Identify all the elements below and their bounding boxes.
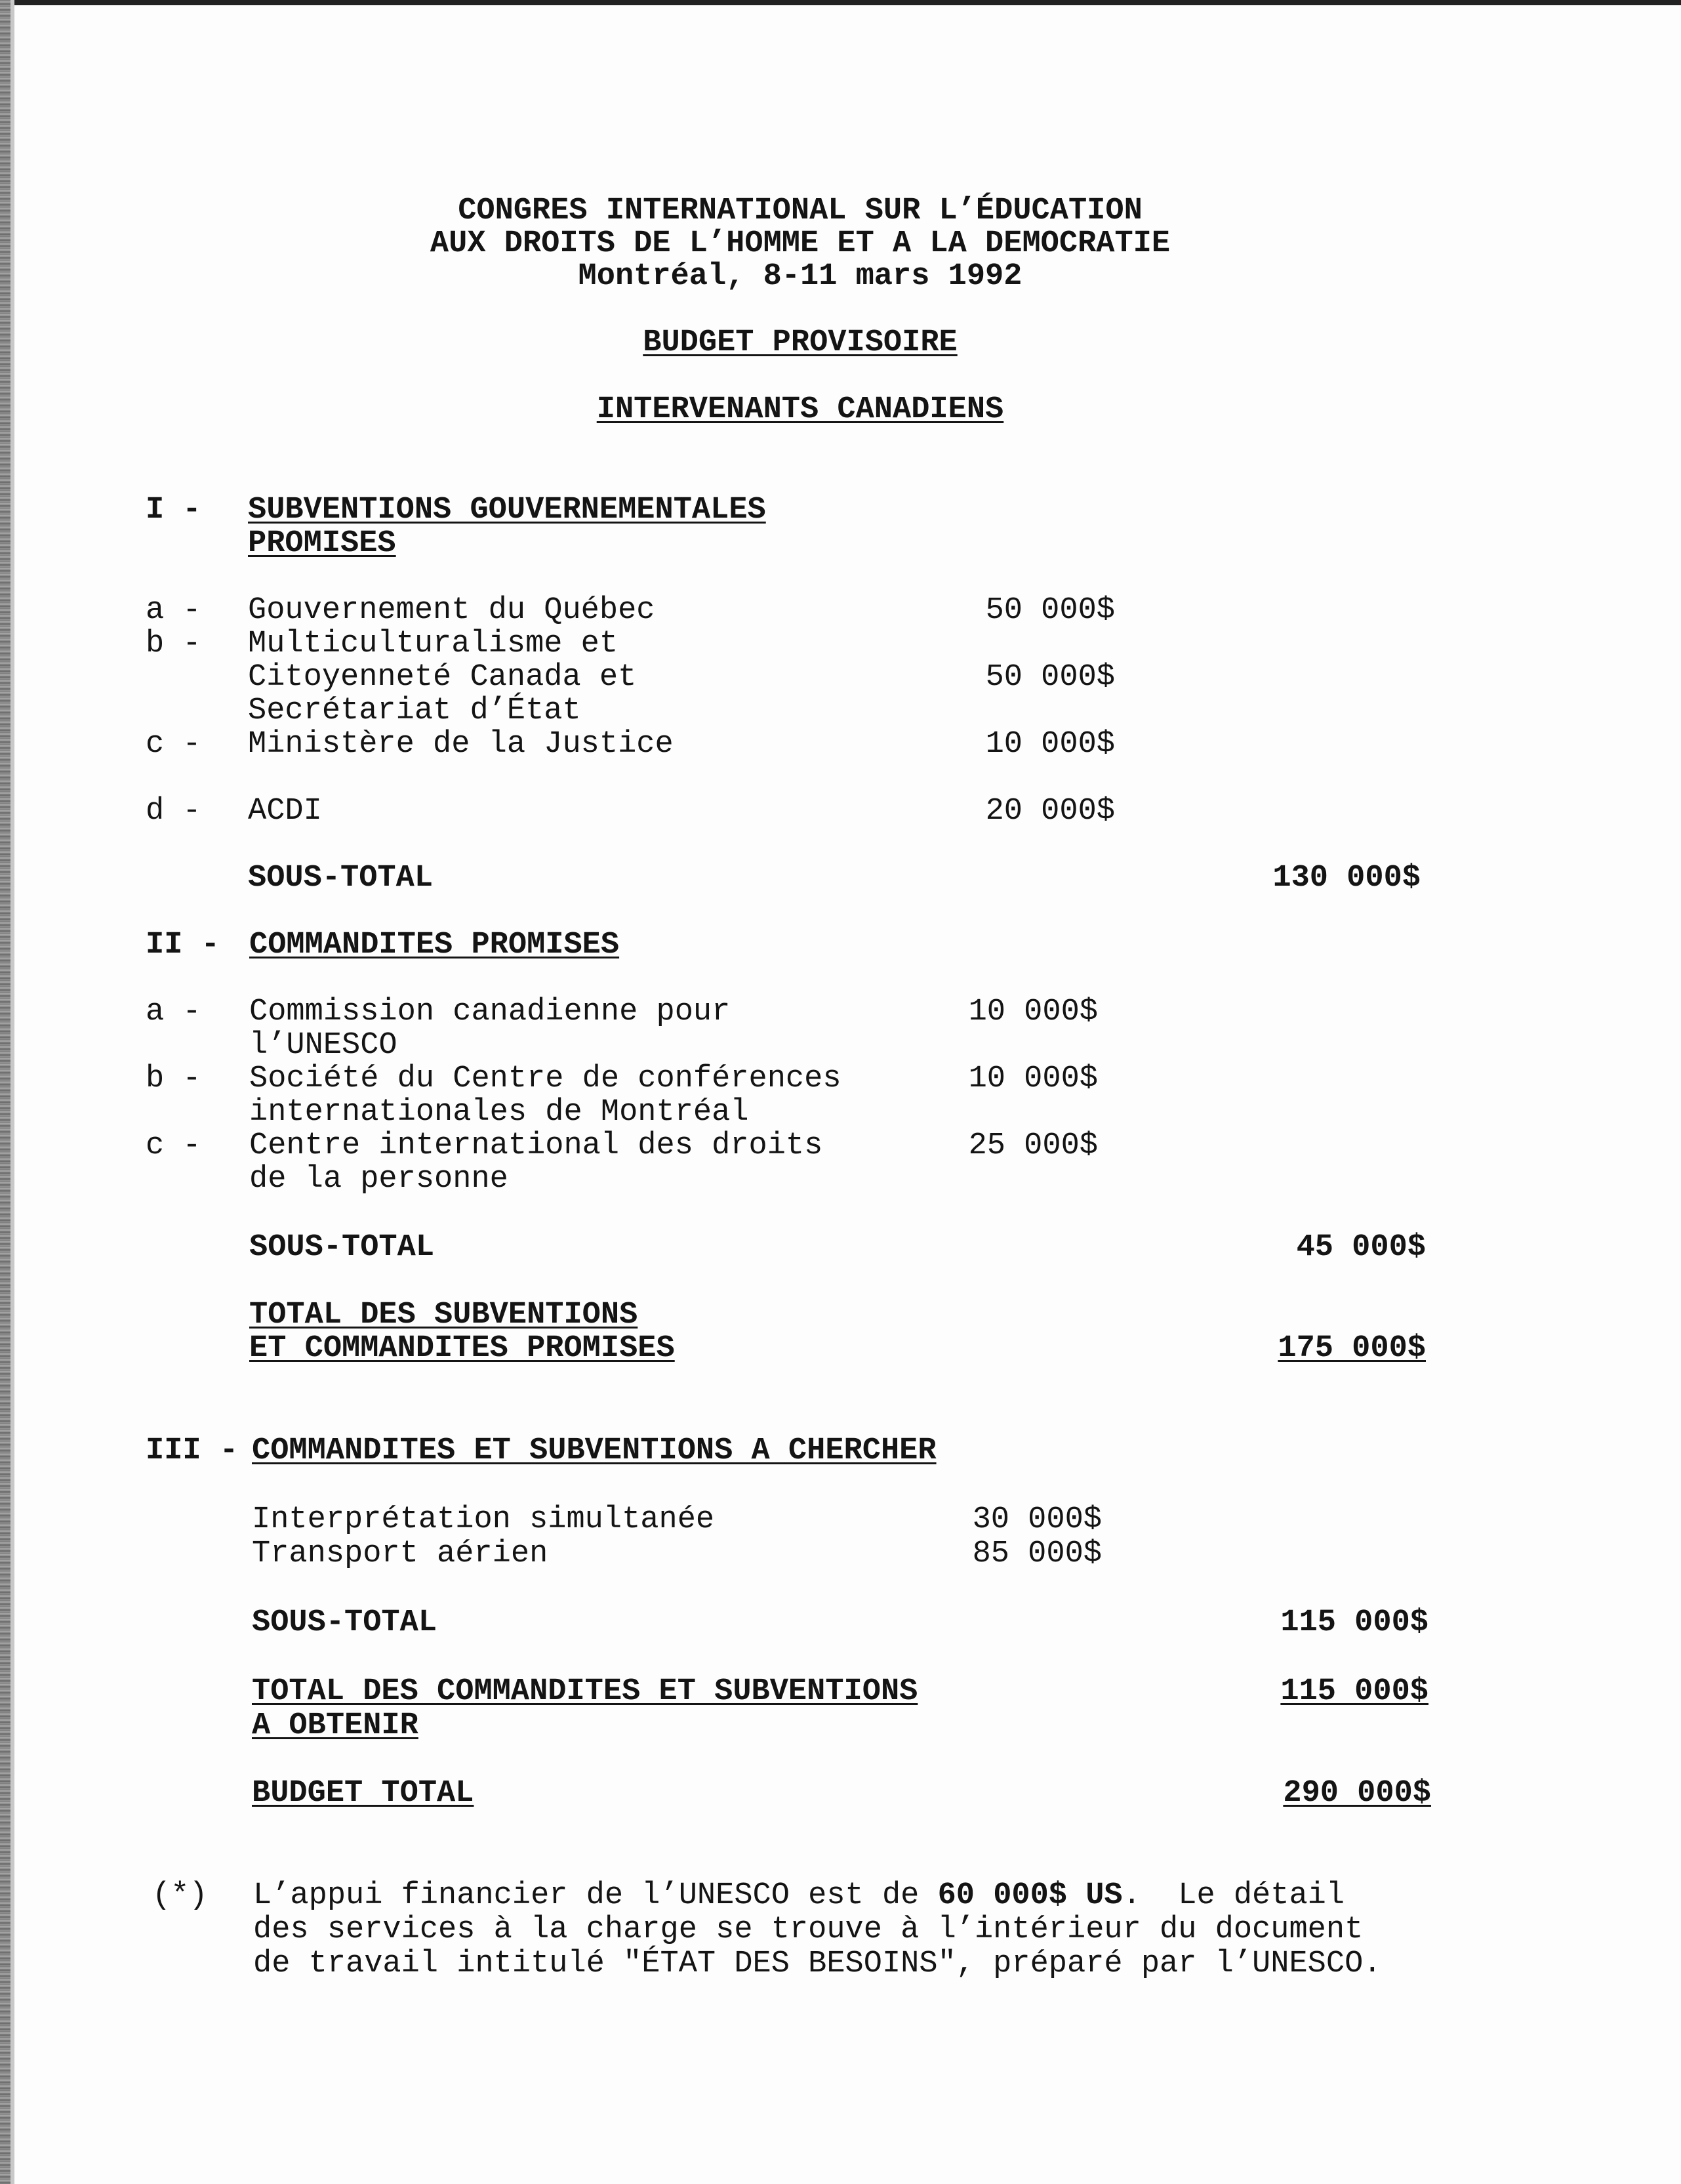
- section1-num: I -: [146, 493, 201, 527]
- section3-item-1-label: Interprétation simultanée: [252, 1502, 715, 1537]
- header-line-1: CONGRES INTERNATIONAL SUR L’ÉDUCATION: [458, 194, 1143, 228]
- section1-item-d-letter: d -: [146, 794, 201, 829]
- section3-total-label-2: A OBTENIR: [252, 1708, 418, 1743]
- section2-item-a-line-2: l’UNESCO: [249, 1028, 397, 1063]
- section2-item-c-line-2: de la personne: [249, 1162, 508, 1197]
- section3-total-label-1: TOTAL DES COMMANDITES ET SUBVENTIONS: [252, 1674, 918, 1709]
- section1-title-1: SUBVENTIONS GOUVERNEMENTALES: [248, 493, 766, 527]
- section2-num: II -: [146, 928, 220, 962]
- budget-total-amount: 290 000$: [1283, 1776, 1431, 1811]
- section2-total-label-1: TOTAL DES SUBVENTIONS: [249, 1298, 638, 1332]
- section1-item-a-letter: a -: [146, 593, 201, 628]
- section3-subtotal: 115 000$: [1280, 1605, 1428, 1640]
- scan-edge-top: [0, 0, 1681, 5]
- budget-total-label: BUDGET TOTAL: [252, 1776, 474, 1811]
- section1-item-d-label: ACDI: [248, 794, 322, 829]
- section2-total: 175 000$: [1278, 1331, 1426, 1366]
- footnote-line-1: [253, 1879, 1345, 1913]
- footnote-marker: (*): [152, 1878, 208, 1913]
- section1-item-b-letter: b -: [146, 627, 201, 661]
- section2-item-a-letter: a -: [146, 995, 201, 1029]
- section1-subtotal-label: SOUS-TOTAL: [248, 861, 434, 896]
- section1-item-c-label: Ministère de la Justice: [248, 727, 674, 762]
- footnote-line-3: de travail intitulé "ÉTAT DES BESOINS", préparé par l’UNESCO.: [253, 1947, 1382, 1981]
- section3-subtotal-label: SOUS-TOTAL: [252, 1605, 437, 1640]
- section1-item-a-amount: 50 000$: [985, 593, 1115, 628]
- section1-item-c-letter: c -: [146, 727, 201, 762]
- section2-item-b-line-2: internationales de Montréal: [249, 1095, 749, 1130]
- section2-subtotal-label: SOUS-TOTAL: [249, 1230, 435, 1265]
- section1-item-c-amount: 10 000$: [985, 727, 1115, 762]
- header-line-3: Montréal, 8-11 mars 1992: [578, 259, 1023, 294]
- section1-subtotal: 130 000$: [1272, 861, 1421, 896]
- section1-title-2: PROMISES: [248, 526, 396, 561]
- section2-item-c-amount: 25 000$: [968, 1128, 1098, 1163]
- section3-num: III -: [146, 1433, 239, 1468]
- section2-item-b-letter: b -: [146, 1061, 201, 1096]
- section1-item-b-amount: 50 000$: [985, 660, 1115, 695]
- section3-total: 115 000$: [1280, 1674, 1428, 1709]
- footnote-line-1-amount: 60 000$ US: [937, 1878, 1123, 1913]
- header-line-2: AUX DROITS DE L’HOMME ET A LA DEMOCRATIE: [430, 226, 1171, 261]
- section2-subtotal: 45 000$: [1296, 1230, 1426, 1265]
- section1-item-a-label: Gouvernement du Québec: [248, 593, 655, 628]
- section2-item-c-letter: c -: [146, 1128, 201, 1163]
- section2-title: COMMANDITES PROMISES: [249, 928, 620, 962]
- section1-item-d-amount: 20 000$: [985, 794, 1115, 829]
- section2-total-label-2: ET COMMANDITES PROMISES: [249, 1331, 675, 1366]
- section1-item-b-line-1: Multiculturalisme et: [248, 627, 618, 661]
- section2-item-a-amount: 10 000$: [968, 995, 1098, 1029]
- footnote-line-2: des services à la charge se trouve à l’intérieur du document: [253, 1912, 1364, 1947]
- section3-item-2-amount: 85 000$: [972, 1536, 1102, 1571]
- section1-item-b-line-3: Secrétariat d’État: [248, 693, 581, 728]
- section2-item-a-line-1: Commission canadienne pour: [249, 995, 731, 1029]
- section3-item-1-amount: 30 000$: [972, 1502, 1102, 1537]
- footnote-line-1-c: . Le détail: [1122, 1878, 1345, 1913]
- section1-item-b-line-2: Citoyenneté Canada et: [248, 660, 637, 695]
- budget-title: BUDGET PROVISOIRE: [643, 325, 958, 360]
- section2-item-c-line-1: Centre international des droits: [249, 1128, 823, 1163]
- section3-title: COMMANDITES ET SUBVENTIONS A CHERCHER: [252, 1433, 937, 1468]
- section2-item-b-amount: 10 000$: [968, 1061, 1098, 1096]
- section2-item-b-line-1: Société du Centre de conférences: [249, 1061, 841, 1096]
- section3-item-2-label: Transport aérien: [252, 1536, 548, 1571]
- footnote-line-1-a: L’appui financier de l’UNESCO est de: [253, 1878, 938, 1913]
- subtitle: INTERVENANTS CANADIENS: [596, 392, 1004, 427]
